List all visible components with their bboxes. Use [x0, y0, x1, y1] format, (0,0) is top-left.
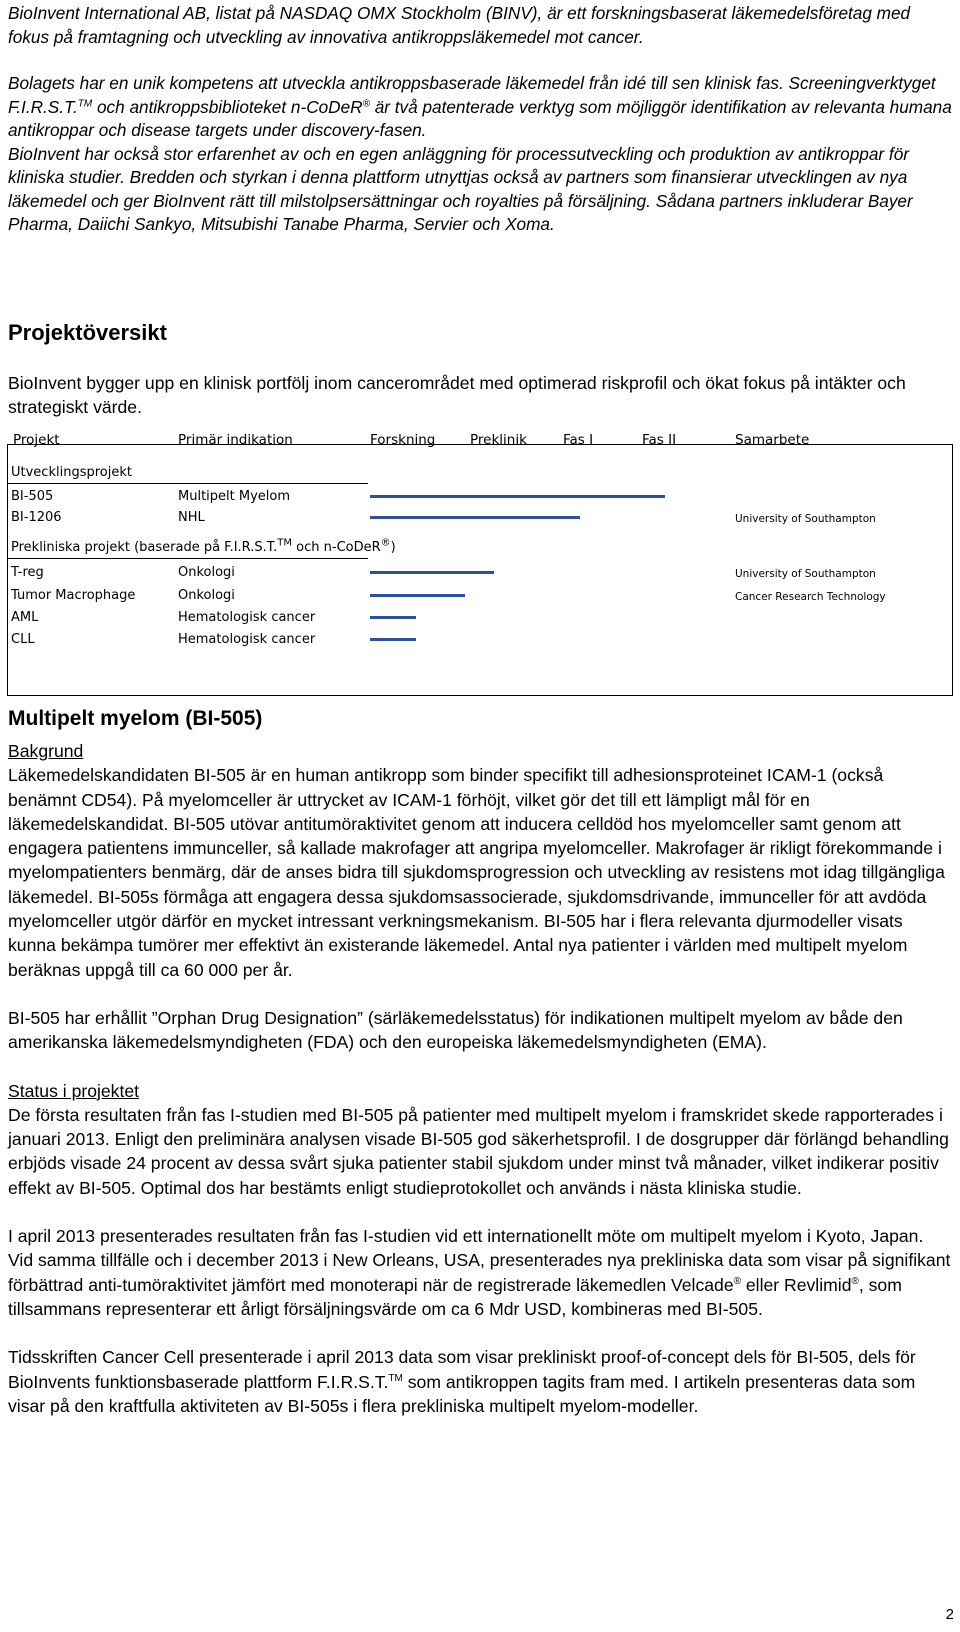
project-table [7, 432, 953, 696]
col-header-fas2: Fas II [642, 432, 677, 448]
april-text [8, 1224, 952, 1321]
row-project: BI-1206 [11, 510, 62, 525]
myelom-body [8, 739, 952, 1418]
row-partner: University of Southampton [735, 513, 876, 525]
orphan-text: BI-505 har erhållit ”Orphan Drug Designation” (särläkemedelsstatus) för indikationen multipelt myelom av både den amerikanska läkemedelsmyndigheten (FDA) och den europeiska läkemedelsmyndigheten (EMA). [8, 1007, 903, 1053]
row-project: BI-505 [11, 489, 54, 504]
row-project: Tumor Macrophage [11, 588, 136, 603]
intro-p2-part-b: och antikroppsbiblioteket n-CoDeR [92, 96, 363, 117]
trademark-mark: TM [388, 1372, 403, 1384]
col-header-projekt: Projekt [13, 432, 60, 448]
status-label: Status i projektet [8, 1080, 140, 1101]
registered-mark: ® [362, 97, 370, 109]
status-text: De första resultaten från fas I-studien med BI-505 på patienter med multipelt myelom i framskridet skede rapporterades i januari 2013. Enligt den preliminära analysen visade BI-505 god säkerhetsprofil. I de dosgrupper där förlängd behandling erbjöds visade 24 procent av dessa svårt sjuka patienter stabil sjukdom under minst två månader, vilket indikerar positiv effekt av BI-505. Optimal dos har bestämts enligt studieprotokollet och används i nästa kliniska studie. [8, 1104, 949, 1198]
row-indication: Hematologisk cancer [178, 632, 316, 647]
projektoversikt-heading: Projektöversikt [8, 320, 167, 345]
progress-bar-tumor-macrophage [370, 594, 465, 597]
col-header-forskning: Forskning [370, 432, 436, 448]
row-project: AML [11, 610, 39, 625]
section-underline [8, 483, 368, 484]
bakgrund-text: Läkemedelskandidaten BI-505 är en human antikropp som binder specifikt till adhesionsproteinet ICAM-1 (också benämnt CD54). På myelomceller är uttrycket av ICAM-1 förhöjt, vilket gör det till ett lämpligt mål för en läkemedelskandidat. BI-505 utövar antitumöraktivitet genom att inducera celldöd hos myelomceller samt genom att engagera patientens immunceller, så kallade makrofager att angripa myelomceller. Makrofager är rikligt förekommande i myelompatienters benmärg, där de anses bidra till sjukdomsprogression och utveckling av resistens mot idag tillgängliga läkemedel. BI-505s förmåga att engagera dessa sjukdomsassocierade, sjukdomsdrivande, immunceller för att avdöda myelomceller utgör därför en mycket intressant verkningsmekanism. BI-505 har i flera relevanta djurmodeller visats kunna bekämpa tumörer mer effektivt än existerande läkemedel. Antal nya patienter i världen med multipelt myelom beräknas uppgå till ca 60 000 per år. [8, 765, 945, 980]
row-indication: Onkologi [178, 588, 235, 603]
row-project: CLL [11, 632, 35, 647]
intro-paragraph-1: BioInvent International AB, listat på NASDAQ OMX Stockholm (BINV), är ett forskningsbaserat läkemedelsföretag med fokus på framtagning och utveckling av innovativa antikroppsläkemedel mot cancer. [8, 3, 911, 47]
col-header-fas1: Fas I [563, 432, 594, 448]
april-part-c: , som tillsammans representerar ett årligt försäljningsvärde om ca 6 Mdr USD, kombineras med BI-505. [8, 1274, 902, 1319]
row-indication: Onkologi [178, 565, 235, 580]
row-indication: NHL [178, 510, 205, 525]
progress-bar-treg [370, 571, 494, 574]
myelom-heading: Multipelt myelom (BI-505) [8, 707, 263, 730]
row-partner: University of Southampton [735, 568, 876, 580]
cell-part-a: Tidsskriften Cancer Cell presenterade i april 2013 data som visar prekliniskt proof-of-concept dels för BI-505, dels för BioInvents funktionsbaserade plattform F.I.R.S.T. [8, 1347, 916, 1392]
section-label-tail: och n-CoDeR [292, 540, 381, 555]
col-header-preklinik: Preklinik [470, 432, 527, 448]
section-underline [8, 558, 368, 559]
bakgrund-label: Bakgrund [8, 741, 84, 761]
progress-bar-aml [370, 616, 416, 619]
section-label-utveckling: Utvecklingsprojekt [11, 465, 132, 480]
trademark-mark: TM [77, 97, 93, 109]
projektoversikt-text: BioInvent bygger upp en klinisk portfölj inom cancerområdet med optimerad riskprofil och ökat fokus på intäkter och strategiskt värde. [8, 373, 906, 418]
row-partner: Cancer Research Technology [735, 591, 886, 603]
april-part-a: I april 2013 presenterades resultaten från fas I-studien vid ett internationellt möte om multipelt myelom i Kyoto, Japan. Vid samma tillfälle och i december 2013 i New Orleans, USA, presenterades nya prekliniska data som visar på signifikant förbättrad anti-tumöraktivitet jämfört med monoterapi när de registrerade läkemedlen Velcade [8, 1226, 951, 1295]
progress-bar-cll [370, 638, 416, 641]
intro-p2-part-c: är två patenterade verktyg som möjliggör identifikation av relevanta humana antikroppar och disease targets under discovery-fasen. [8, 96, 952, 140]
row-indication: Hematologisk cancer [178, 610, 316, 625]
section-label-close: ) [390, 540, 396, 555]
intro-p3-part-a: BioInvent har också stor erfarenhet av och en egen anläggning för processutveckling och produktion av antikroppar för kliniska studier. [8, 143, 909, 187]
row-project: T-reg [11, 565, 44, 580]
row-indication: Multipelt Myelom [178, 489, 291, 504]
intro-p3-part-b: Bredden och styrkan i denna plattform utnyttjas också av partners som finansierar utvecklingen av nya läkemedel och ger BioInvent rätt till milstolpsersättningar och royalties på försäljning. [8, 167, 908, 211]
cancer-cell-text [8, 1345, 952, 1418]
progress-bar-bi1206 [370, 516, 580, 519]
intro-p2-part-a: Bolagets har en unik kompetens att utveckla antikroppsbaserade läkemedel från idé till sen klinisk fas. Screeningverktyget F.I.R.S.T. [8, 73, 936, 117]
page-number: 2 [945, 1606, 954, 1623]
intro-paragraph-3 [8, 143, 952, 237]
registered-mark: ® [851, 1275, 859, 1287]
intro-paragraph-2 [8, 72, 952, 143]
col-header-samarbete: Samarbete [735, 432, 810, 448]
section-label-text: Prekliniska projekt (baserade på F.I.R.S.T. [11, 540, 278, 555]
registered-mark: ® [380, 537, 391, 549]
intro-p3-part-c: Sådana partners inkluderar Bayer Pharma, Daiichi Sankyo, Mitsubishi Tanabe Pharma, Servier och Xoma. [8, 190, 913, 234]
cell-part-b: som antikroppen tagits fram med. I artikeln presenteras data som visar på den kraftfulla aktiviteten av BI-505s i flera prekliniska multipelt myelom-modeller. [8, 1371, 916, 1416]
intro-section [8, 2, 952, 237]
april-part-b: eller Revlimid [741, 1274, 852, 1295]
col-header-indikation: Primär indikation [178, 432, 293, 448]
trademark-mark: TM [277, 537, 293, 549]
progress-bar-bi505 [370, 495, 665, 498]
registered-mark: ® [733, 1275, 741, 1287]
section-label-preklinik [11, 537, 396, 555]
